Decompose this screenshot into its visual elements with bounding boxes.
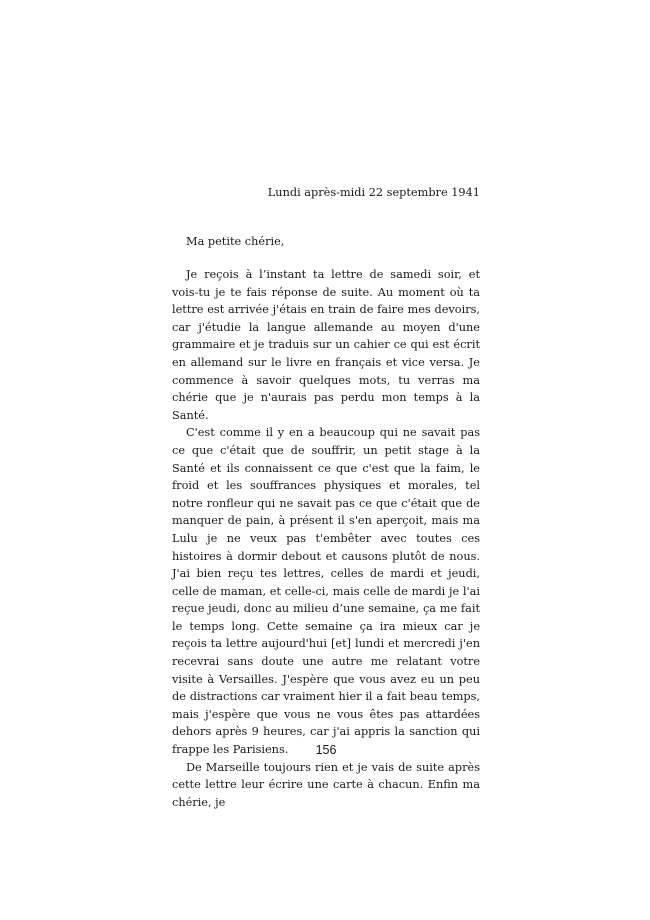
letter-dateline: Lundi après-midi 22 septembre 1941 (267, 186, 480, 199)
page-number: 156 (315, 743, 337, 757)
letter-salutation: Ma petite chérie, (186, 235, 285, 248)
letter-body (172, 266, 480, 811)
paragraph: C'est comme il y en a beaucoup qui ne savait pas ce que c'était que de souffrir, un petit stage à la Santé et ils connaissent ce que c'est que la faim, le froid et les souffrances physiques et morales, tel notre ronfleur qui ne savait pas ce que c'était que de manquer de pain, à présent il s'en aperçoit, mais ma Lulu je ne veux pas t'embêter avec toutes ces histoires à dormir debout et causons plutôt de nous. J'ai bien reçu tes lettres, celles de mardi et jeudi, celle de maman, et celle-ci, mais celle de mardi je l'ai reçue jeudi, donc au milieu d’une semaine, ça me fait le temps long. Cette semaine ça ira mieux car je reçois ta lettre aujourd'hui [et] lundi et mercredi j'en recevrai sans doute une autre me relatant votre visite à Versailles. J'espère que vous avez eu un peu de distractions car vraiment hier il a fait beau temps, mais j'espère que vous ne vous êtes pas attardées dehors après 9 heures, car j'ai appris la sanction qui frappe les Parisiens. (172, 426, 480, 757)
paragraph: Je reçois à l’instant ta lettre de samedi soir, et vois-tu je te fais réponse de suite. Au moment où ta lettre est arrivée j'étais en train de faire mes devoirs, car j'étudie la langue allemande au moyen d'une grammaire et je traduis sur un cahier ce qui est écrit en allemand sur le livre en français et vice versa. Je commence à savoir quelques mots, tu verras ma chérie que je n'aurais pas perdu mon temps à la Santé. (172, 268, 480, 422)
paragraph: De Marseille toujours rien et je vais de suite après cette lettre leur écrire une carte à chacun. Enfin ma chérie, je (172, 760, 480, 809)
